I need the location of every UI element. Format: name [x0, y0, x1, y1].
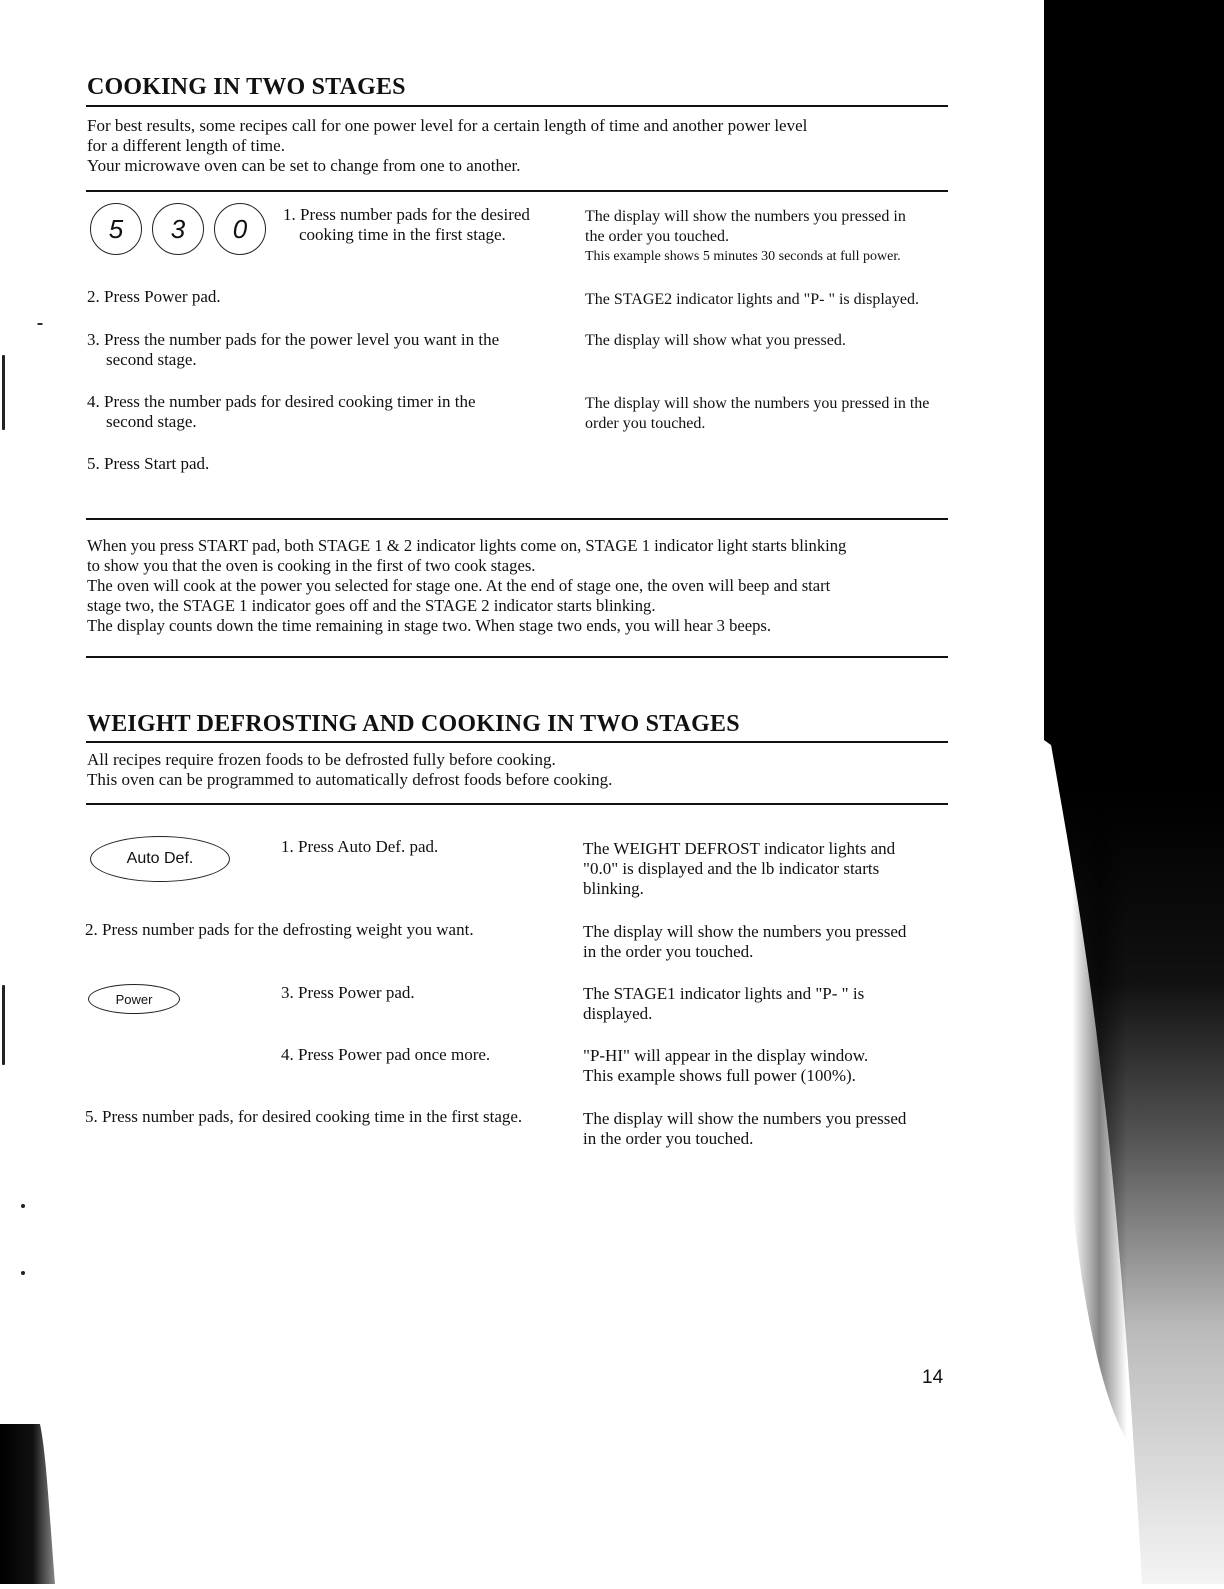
result-line: The display will show the numbers you pressed — [583, 922, 907, 941]
note-line: The display counts down the time remaining in stage two. When stage two ends, you will hear 3 beeps. — [87, 616, 772, 635]
section1-intro — [87, 116, 947, 176]
s2-step4-instruction: 4. Press Power pad once more. — [281, 1045, 491, 1064]
s1-step4-instruction — [87, 392, 567, 432]
number-pad-3[interactable]: 3 — [152, 203, 204, 255]
result-line: "0.0" is displayed and the lb indicator starts — [583, 859, 880, 878]
result-line: The WEIGHT DEFROST indicator lights and — [583, 839, 896, 858]
s2-step2-result — [583, 922, 963, 962]
title-underline — [86, 741, 948, 743]
number-pad-0[interactable]: 0 — [214, 203, 266, 255]
s2-step1-instruction: 1. Press Auto Def. pad. — [281, 837, 439, 856]
s2-step4-result — [583, 1046, 963, 1086]
result-line: order you touched. — [585, 415, 706, 432]
result-line: The display will show the numbers you pressed in — [585, 208, 906, 225]
power-pad[interactable]: Power — [88, 984, 180, 1014]
s2-step3-instruction: 3. Press Power pad. — [281, 983, 415, 1002]
intro-line: All recipes require frozen foods to be defrosted fully before cooking. — [87, 750, 556, 769]
divider — [86, 518, 948, 520]
intro-line: This oven can be programmed to automatically defrost foods before cooking. — [87, 770, 613, 789]
auto-def-pad[interactable]: Auto Def. — [90, 836, 230, 882]
stage-note — [87, 536, 957, 636]
s1-step3-instruction — [87, 330, 567, 370]
section-title-cooking-two-stages: COOKING IN TWO STAGES — [87, 74, 406, 100]
s2-step5-instruction: 5. Press number pads, for desired cooking time in the first stage. — [85, 1107, 523, 1126]
note-line: stage two, the STAGE 1 indicator goes off and the STAGE 2 indicator starts blinking. — [87, 596, 656, 615]
result-line: The display will show the numbers you pressed in the — [585, 395, 930, 412]
instruction-line: second stage. — [106, 350, 197, 369]
result-line: The display will show the numbers you pressed — [583, 1109, 907, 1128]
section-title-weight-defrost: WEIGHT DEFROSTING AND COOKING IN TWO STAGES — [87, 711, 740, 737]
section2-intro — [87, 750, 947, 790]
page-number: 14 — [922, 1367, 944, 1388]
s1-step4-result — [585, 394, 965, 434]
result-line: in the order you touched. — [583, 1129, 754, 1148]
divider — [86, 190, 948, 192]
result-line: This example shows full power (100%). — [583, 1066, 856, 1085]
result-line: "P-HI" will appear in the display window. — [583, 1046, 869, 1065]
s1-step5-instruction: 5. Press Start pad. — [87, 454, 210, 473]
result-line: displayed. — [583, 1004, 653, 1023]
scan-speck — [37, 323, 43, 325]
scan-shadow-edge — [1032, 0, 1224, 1584]
s1-step3-result: The display will show what you pressed. — [585, 332, 846, 349]
s1-step2-instruction: 2. Press Power pad. — [87, 287, 221, 306]
result-line: The STAGE1 indicator lights and "P- " is — [583, 984, 865, 1003]
s2-step1-result — [583, 839, 963, 899]
divider — [86, 803, 948, 805]
s2-step3-result — [583, 984, 963, 1024]
result-line: the order you touched. — [585, 228, 729, 245]
result-line: in the order you touched. — [583, 942, 754, 961]
instruction-line: 4. Press the number pads for desired cooking timer in the — [87, 392, 476, 411]
note-line: to show you that the oven is cooking in the first of two cook stages. — [87, 556, 536, 575]
intro-line: for a different length of time. — [87, 136, 285, 155]
note-line: When you press START pad, both STAGE 1 & 2 indicator lights come on, STAGE 1 indicator light starts blinking — [87, 536, 847, 555]
instruction-line: second stage. — [106, 412, 197, 431]
instruction-line: 1. Press number pads for the desired — [283, 205, 530, 224]
instruction-line: cooking time in the first stage. — [299, 225, 506, 244]
s1-step1-result — [585, 207, 965, 267]
s2-step5-result — [583, 1109, 963, 1149]
s2-step2-instruction: 2. Press number pads for the defrosting weight you want. — [85, 920, 474, 939]
s1-step1-instruction — [283, 205, 573, 245]
scan-speck — [21, 1271, 25, 1275]
s1-step2-result: The STAGE2 indicator lights and "P- " is displayed. — [585, 291, 919, 308]
scan-margin-mark — [2, 355, 5, 430]
note-line: The oven will cook at the power you selected for stage one. At the end of stage one, the oven will beep and start — [87, 576, 831, 595]
title-underline — [86, 105, 948, 107]
instruction-line: 3. Press the number pads for the power level you want in the — [87, 330, 500, 349]
scan-speck — [21, 1204, 25, 1208]
scan-shadow-corner — [0, 1424, 70, 1584]
result-line: blinking. — [583, 879, 644, 898]
divider — [86, 656, 948, 658]
intro-line: Your microwave oven can be set to change from one to another. — [87, 156, 521, 175]
scan-margin-mark — [2, 985, 5, 1065]
result-line: This example shows 5 minutes 30 seconds at full power. — [585, 249, 901, 264]
intro-line: For best results, some recipes call for one power level for a certain length of time and another power level — [87, 116, 808, 135]
number-pad-5[interactable]: 5 — [90, 203, 142, 255]
